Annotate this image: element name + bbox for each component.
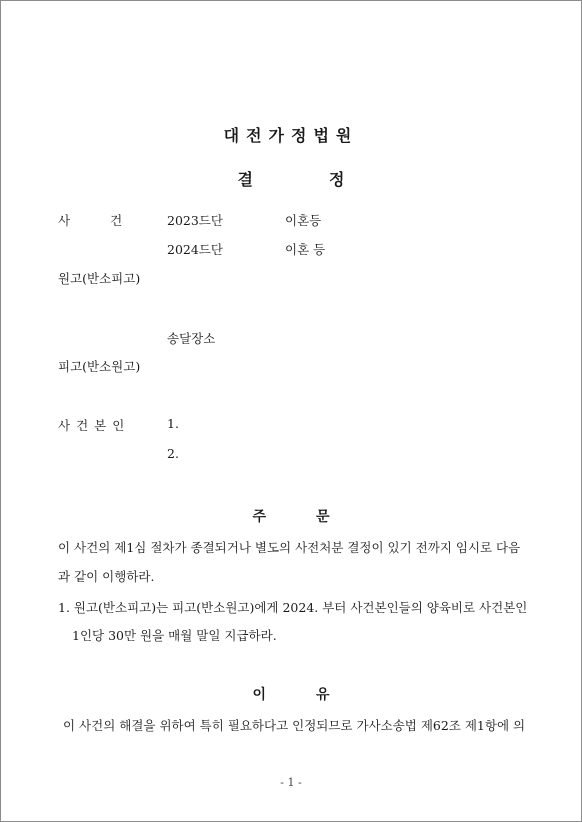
reason-title-left: 이 bbox=[252, 687, 266, 703]
principal-item-1: 1. bbox=[167, 416, 179, 431]
ruling-title bbox=[1, 506, 581, 526]
ruling-intro-line-2: 과 같이 이행하라. bbox=[58, 569, 155, 584]
principal-label: 사건본인 bbox=[58, 418, 131, 433]
case-number-2: 2024드단 bbox=[167, 242, 223, 257]
ruling-item-1-line-1: 1. 원고(반소피고)는 피고(반소원고)에게 2024. 부터 사건본인들의 양육비로 사건본인 bbox=[58, 600, 528, 615]
plaintiff-label: 원고(반소피고) bbox=[58, 271, 141, 286]
ruling-intro-line-1: 이 사건의 제1심 절차가 종결되거나 별도의 사전처분 결정이 있기 전까지 임시로 다음 bbox=[58, 540, 521, 555]
document-type bbox=[1, 167, 581, 190]
reason-title bbox=[1, 684, 581, 704]
principal-item-2: 2. bbox=[167, 446, 179, 461]
court-name: 대전가정법원 bbox=[223, 126, 359, 145]
ruling-title-right: 문 bbox=[316, 509, 330, 525]
ruling-title-left: 주 bbox=[252, 509, 266, 525]
case-name-1: 이혼등 bbox=[285, 213, 322, 228]
defendant-label: 피고(반소원고) bbox=[58, 359, 141, 374]
case-name-2: 이혼 등 bbox=[285, 242, 326, 257]
reason-title-right: 유 bbox=[316, 687, 330, 703]
document-type-right: 정 bbox=[329, 170, 345, 189]
case-number-1: 2023드단 bbox=[167, 213, 223, 228]
document-type-left: 결 bbox=[237, 170, 253, 189]
case-label: 사건 bbox=[58, 213, 163, 228]
service-address-label: 송달장소 bbox=[167, 331, 216, 346]
reason-line-1: 이 사건의 해결을 위하여 특히 필요하다고 인정되므로 가사소송법 제62조 제1항에 의 bbox=[63, 718, 526, 733]
ruling-item-1-line-2: 1인당 30만 원을 매월 말일 지급하라. bbox=[72, 628, 277, 643]
page-number: - 1 - bbox=[280, 776, 302, 789]
